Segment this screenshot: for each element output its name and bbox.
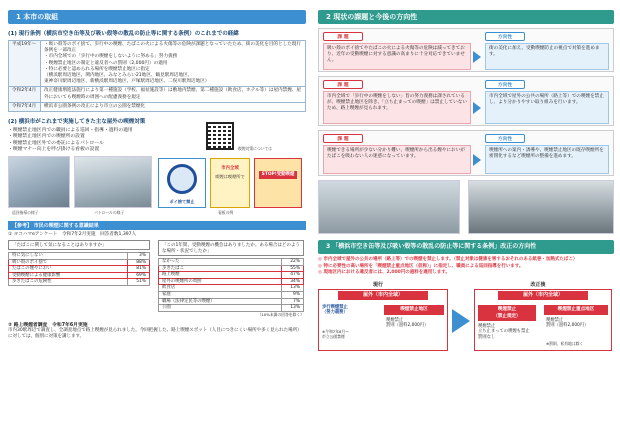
current-walk-note: ※令和7年6月～ 市立公園禁煙 [322,328,349,340]
row-label: 公園 [159,305,282,312]
current-area-note: 喫煙禁止 罰則（過料2,000円） [386,317,429,329]
year-cell: 平成19年～ [9,41,41,87]
current-zone-head: 屋外（市内全域） [338,291,428,300]
row-label: 歩きたばこの危険性 [9,279,128,286]
issue-text: 市内全域で「歩行中の喫煙をしない」旨の努力義務は課されているが、喫煙禁止地区を除き、「立ち止まっての喫煙」は禁止していないため、路上喫煙が見られます。 [323,91,471,124]
history-text: 改正健康増進法施行により第一種施設（学校、福祉施設等）は敷地内禁煙、第二種施設（飲食店、ホテル等）は屋内禁煙、屋外においても喫煙時の周囲への配慮義務を規定 [41,87,306,102]
survey-title: 【参考】 市民の喫煙に関する意識結果 [8,221,306,230]
current-walk-rule: 歩行喫煙禁止 （努力義務） [322,304,348,316]
current-label: 現行 [372,281,383,288]
table-row [159,265,304,272]
photo-caption: 巡回指導の様子 [12,210,39,216]
patrol-photo [74,156,152,208]
sign-no-littering [158,158,206,208]
point-2: ◎ 特に必要性の高い場所を「喫煙禁止重点地区（仮称）」に指定し、職員による巡回指導を行います。 [318,263,524,269]
survey2-header: ② 路上喫煙者調査 令和7年6月実施 [8,323,88,329]
point-3: ◎ 現地区内における違反者には、2,000円の過料を適用します。 [318,270,450,275]
sign-stop [254,158,302,208]
row-value: 69% [128,272,150,279]
table-row [159,305,304,312]
row-value: 51% [128,279,150,286]
row-label: 家庭 [159,292,282,299]
no-smoking-icon [167,164,197,194]
table-row [9,41,306,87]
list-item: ・喫煙マナー向上を呼び掛ける看板の設置 [8,146,100,152]
sign-label: ポイ捨て禁止 [169,199,195,205]
history-table [8,40,306,112]
year-cell: 令和7年4月 [9,102,41,111]
history-subtitle: (1) 現行条例（横浜市空き缶等及び吸い殻等の散乱の防止等に関する条例）のこれまでの経緯 [8,31,239,37]
issue-pair-3 [318,130,614,176]
revised-ban-note: 喫煙禁止 立ち止まっての喫煙も禁止 罰則なし [478,323,530,340]
revised-label: 改正後 [530,281,546,288]
row-label: 屋外の喫煙所の周囲 [159,278,282,285]
row-label: 吸い殻のポイ捨て [9,259,128,266]
row-value: 81% [128,266,150,273]
revised-zone-head: 屋外（市内全域） [498,291,588,300]
revised-area-note: 喫煙禁止 罰則（過料2,000円） [546,317,589,329]
row-value: 22% [282,259,304,266]
list-item: ・喫煙禁止地区内での職員による巡回・指導・過料の適用 [8,128,133,134]
question-2: 「この1年間、受動喫煙の機会はありましたか。ある場合はどのような場所・状況でしたか」 [158,240,304,256]
question-1: 「たばこに関して気になることはありますか」 [8,240,150,250]
row-label: たばこの煙やにおい [9,266,128,273]
list-item: ・喫煙禁止地区内での喫煙所の設置 [8,134,85,140]
survey2-text: 市内30駅周辺で調査し、全調査地点で路上喫煙が見られました。今回把握した、路上喫煙スポット（人目につきにくい場所や多く見られた場所）に対しては、個別に対策を講じます。 [8,328,302,340]
section3-title: 3 「横浜市空き缶等及び吸い殻等の散乱の防止等に関する条例」改正の方向性 [318,240,614,254]
issue-pair-1 [318,28,614,72]
row-label: 受動喫煙による健康影響 [9,272,128,279]
row-label: 飲食店 [159,285,282,292]
row-value: 3% [128,253,150,260]
direction-tag: 方向性 [485,134,525,143]
arrow-right-icon [473,154,481,166]
sign-label: STOP!受動喫煙 [259,171,297,179]
issue-text: 喫煙できる場所が少ない分かり難い、喫煙所から出る煙やにおいがたばこを吸わない人の迷惑になっています。 [323,145,471,174]
direction-text: 喫煙所への案内・誘導や、喫煙禁止地区の既存喫煙所を密閉化するなど喫煙所の整備を進めます。 [485,145,609,174]
history-text: ・吸い殻等のポイ捨て、歩行中の喫煙、たばこの火による火傷等の危険が課題となっていたため、街の美化を目的とした現行条例を一部改正 ・市内全域での「歩行中の喫煙をしないように努める」努力義務 ・喫煙禁止地区の制定と違反者への罰則（2,000円）の適用 ・特に必要と認められる場所を喫煙禁止地区に指定 （横浜駅周辺地区、関内地区、みなとみらい21地区、鶴見駅周辺地区、 東神奈川駅周辺地区、新横浜駅周辺地区、戸塚駅周辺地区、二俣川駅周辺地区） [41,41,306,87]
photo-strip [8,156,306,218]
table-row [159,259,304,266]
issue-tag: 課 題 [323,134,363,143]
qr-code-icon[interactable] [206,122,234,150]
survey1-header: ① ヨコハマeアンケート 令和7年2月実施 回答者数1,397人 [8,232,137,238]
direction-tag: 方向性 [485,32,525,41]
table-row [159,292,304,299]
issue-tag: 課 題 [323,32,363,41]
photo-caption: 看板の例 [218,210,234,216]
row-value: 13% [282,305,304,312]
measures-subtitle: (2) 横浜市がこれまで実施してきた主な屋外の喫煙対策 [8,119,146,126]
arrow-right-icon [473,51,481,63]
revised-ban-box: 喫煙禁止 （禁止規定） [478,305,536,321]
row-value: 7% [282,298,304,305]
smoking-area-photos [318,180,614,236]
photo-caption: パトロールの様子 [94,210,125,216]
table-row [159,278,304,285]
row-label: 職場（法律定民等の喫煙） [159,298,282,305]
direction-tag: 方向性 [485,80,525,89]
table-row [9,87,306,102]
section1-title: 1 本市の取組 [8,10,306,24]
table-row [159,285,304,292]
table-row [9,253,150,260]
point-1: ◎ 市内全域で屋外の公共の場所（路上等）での喫煙を禁止します。（禁止対象は健康を害するおそれのある紙巻・加熱式たばこ） [318,257,578,262]
year-cell: 令和2年4月 [9,87,41,102]
patrol-guidance-photo [8,156,70,208]
smoking-booth-photo [318,180,460,234]
direction-text: 市内全域で屋外の公共の場所（路上等）での喫煙を禁止し、より分かりやすい取り組みを行います。 [485,91,609,124]
row-label: 特に気にしない [9,253,128,260]
direction-text: 街の美化に加え、受動喫煙防止の視点で対策を進めます。 [485,43,609,70]
comparison-diagram [318,281,614,353]
q2-results [158,258,304,312]
revised-area-box: 喫煙禁止重点地区 [544,305,608,315]
measures-list [8,128,198,153]
issue-pair-2 [318,76,614,126]
arrow-right-icon [473,102,481,114]
table-row [159,272,304,279]
enclosed-booth-photo [468,180,614,234]
row-value: 13% [282,285,304,292]
q1-results [8,252,150,286]
sign-label: 喫煙は喫煙所で [215,174,245,180]
issue-tag: 課 題 [323,80,363,89]
q2-note: （10%未満の回答を除く） [257,311,304,317]
revised-footnote: ※罰則、私有地は除く [546,340,584,346]
row-value: 34% [282,278,304,285]
qr-caption: 喫煙対策については [238,146,273,152]
row-value: 9% [282,292,304,299]
row-value: 47% [282,272,304,279]
row-value: 88% [128,259,150,266]
table-row [9,102,306,111]
row-value: 55% [282,265,304,272]
table-row [9,266,150,273]
table-row [9,272,150,279]
row-label: 歩きたばこ [159,265,282,272]
issue-text: 吸い殻のポイ捨てやたばこの火による火傷等の危険は減ってきており、近年の受動喫煙に対する意識の高まりに十分対応できていません。 [323,43,471,70]
right-column [318,10,614,353]
row-label: 路上喫煙 [159,272,282,279]
current-area-box: 喫煙禁止地区 [384,305,444,315]
table-row [9,279,150,286]
section2-title: 2 現状の課題と今後の方向性 [318,10,614,24]
table-row [159,298,304,305]
row-label: なかった [159,259,282,266]
arrow-right-icon [452,309,470,333]
list-item: ・喫煙禁止地区外での委託によるパトロール [8,140,104,146]
history-text: 横浜市公園条例の改正により市立の公園を禁煙化 [41,102,306,111]
left-column [8,10,306,340]
sign-area [210,158,250,208]
sign-label: 市内全域 [221,166,239,172]
table-row [9,259,150,266]
